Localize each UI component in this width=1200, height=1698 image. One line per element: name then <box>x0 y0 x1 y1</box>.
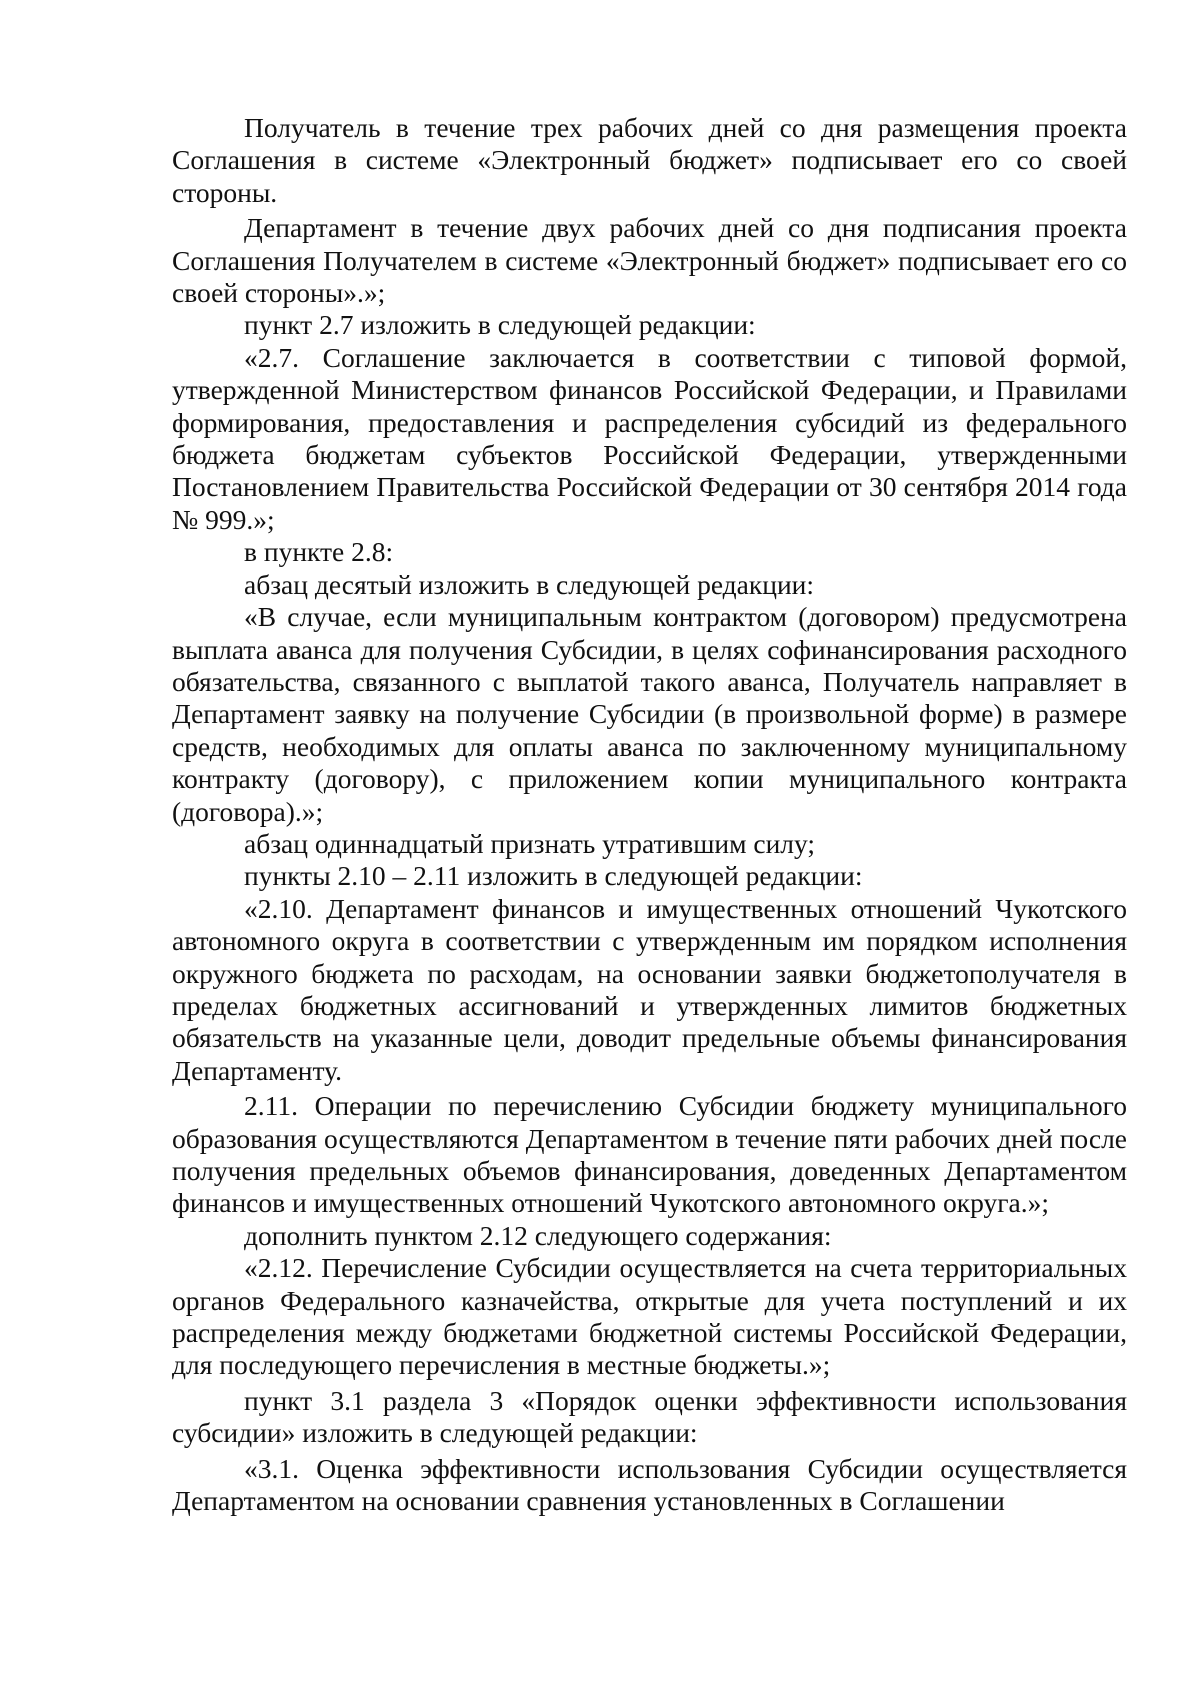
paragraph-points-2-10-2-11-intro: пункты 2.10 – 2.11 изложить в следующей редакции: <box>244 860 863 892</box>
document-page <box>172 112 1127 1517</box>
paragraph-tenth-clause-intro: абзац десятый изложить в следующей редакции: <box>244 568 815 600</box>
paragraph-point-3-1-text: «3.1. Оценка эффективности использования Субсидии осуществляется Департаментом на основании сравнения установленных в Соглашении <box>172 1452 1127 1517</box>
paragraph-point-2-12-text: «2.12. Перечисление Субсидии осуществляется на счета территориальных органов Федерального казначейства, открытые для учета поступлений и их распределения между бюджетами бюджетной системы Российской Федерации, для последующего перечисления в местные бюджеты.»; <box>172 1252 1127 1381</box>
paragraph-point-2-8-intro: в пункте 2.8: <box>244 536 394 568</box>
paragraph-eleventh-clause-void: абзац одиннадцатый признать утратившим силу; <box>244 827 816 859</box>
paragraph-point-2-11-text: 2.11. Операции по перечислению Субсидии бюджету муниципального образования осуществляются Департаментом в течение пяти рабочих дней после получения предельных объемов финансирования, доведенных Департаментом финансов и имущественных отношений Чукотского автономного округа.»; <box>172 1090 1127 1219</box>
paragraph-advance-payment: «В случае, если муниципальным контрактом (договором) предусмотрена выплата аванса для получения Субсидии, в целях софинансирования расходного обязательства, связанного с выплатой такого аванса, Получатель направляет в Департамент заявку на получение Субсидии (в произвольной форме) в размере средств, необходимых для оплаты аванса по заключенному муниципальному контракту (договору), с приложением копии муниципального контракта (договора).»; <box>172 601 1127 827</box>
paragraph-point-2-10-text: «2.10. Департамент финансов и имущественных отношений Чукотского автономного округа в соответствии с утвержденным им порядком исполнения окружного бюджета по расходам, на основании заявки бюджетополучателя в пределах бюджетных ассигнований и утвержденных лимитов бюджетных обязательств на указанные цели, доводит предельные объемы финансирования Департаменту. <box>172 892 1127 1086</box>
paragraph-recipient-signing: Получатель в течение трех рабочих дней со дня размещения проекта Соглашения в системе «Электронный бюджет» подписывает его со своей стороны. <box>172 112 1127 208</box>
paragraph-point-2-7-text: «2.7. Соглашение заключается в соответствии с типовой формой, утвержденной Министерством финансов Российской Федерации, и Правилами формирования, предоставления и распределения субсидий из федерального бюджета бюджетам субъектов Российской Федерации, утвержденными Постановлением Правительства Российской Федерации от 30 сентября 2014 года № 999.»; <box>172 341 1127 535</box>
paragraph-point-2-7-intro: пункт 2.7 изложить в следующей редакции: <box>244 309 756 341</box>
paragraph-department-signing: Департамент в течение двух рабочих дней со дня подписания проекта Соглашения Получателем в системе «Электронный бюджет» подписывает его со своей стороны».»; <box>172 212 1127 309</box>
paragraph-point-3-1-intro: пункт 3.1 раздела 3 «Порядок оценки эффективности использования субсидии» изложить в следующей редакции: <box>172 1384 1127 1449</box>
paragraph-point-2-12-intro: дополнить пунктом 2.12 следующего содержания: <box>244 1219 832 1251</box>
